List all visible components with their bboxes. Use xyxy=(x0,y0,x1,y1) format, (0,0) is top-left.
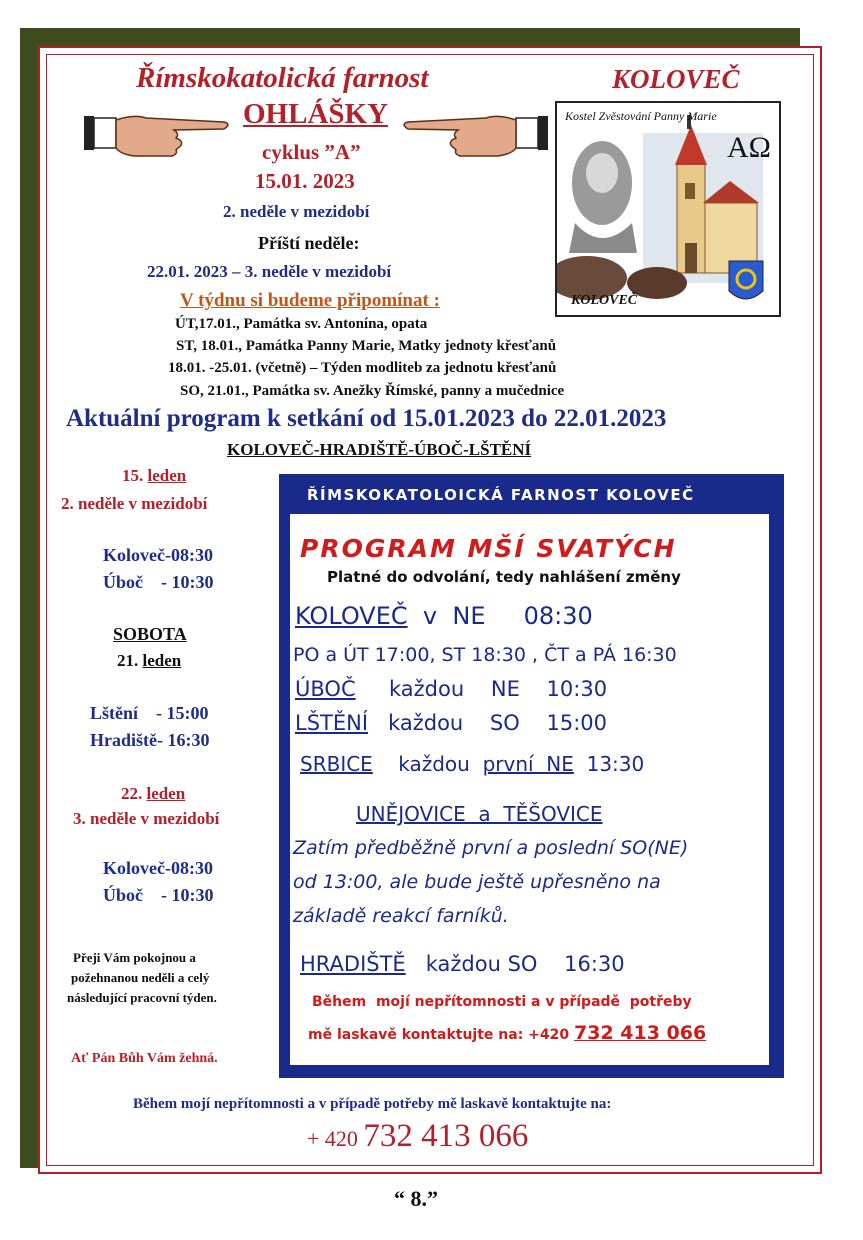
day1-mass: Koloveč-08:30 xyxy=(103,545,213,565)
pointing-hand-left-icon xyxy=(398,102,548,167)
kolovec-row: KOLOVEČ v NE 08:30 xyxy=(295,602,593,630)
day3-date: 22. leden xyxy=(121,784,186,803)
sunday-name: 2. neděle v mezidobí xyxy=(223,202,370,221)
day3-name: 3. neděle v mezidobí xyxy=(73,809,220,828)
next-sunday: 22.01. 2023 – 3. neděle v mezidobí xyxy=(147,262,392,281)
mass-schedule-box xyxy=(279,474,784,1078)
day2-date: 21. leden xyxy=(117,651,182,670)
day2-mass: Lštění - 15:00 xyxy=(90,703,209,723)
wishes-line: následující pracovní týden. xyxy=(67,990,217,1005)
unejovice-note: od 13:00, ale bude ještě upřesněno na xyxy=(293,871,661,893)
weekday-masses: PO a ÚT 17:00, ST 18:30 , ČT a PÁ 16:30 xyxy=(293,644,677,666)
unejovice-heading: UNĚJOVICE a TĚŠOVICE xyxy=(356,802,603,826)
week-heading: V týdnu si budeme připomínat : xyxy=(180,290,440,311)
cycle: cyklus ”A” xyxy=(262,140,361,164)
town-title: KOLOVEČ xyxy=(612,64,740,94)
day1-mass: Úboč - 10:30 xyxy=(103,572,214,592)
uboc-row: ÚBOČ každou NE 10:30 xyxy=(295,677,608,701)
week-item: SO, 21.01., Památka sv. Anežky Římské, panny a mučednice xyxy=(180,383,565,399)
wishes-line: požehnanou neděli a celý xyxy=(71,970,210,985)
alpha-omega-symbol: AΩ xyxy=(727,131,771,164)
pointing-hand-right-icon xyxy=(84,102,234,167)
week-item: 18.01. -25.01. (včetně) – Týden modliteb za jednotu křesťanů xyxy=(168,360,557,376)
next-sunday-label: Příští neděle: xyxy=(258,233,360,253)
mass-box-header: ŘÍMSKOKATOLOICKÁ FARNOST KOLOVEČ xyxy=(307,486,695,504)
program-title: Aktuální program k setkání od 15.01.2023 do 22.01.2023 xyxy=(66,405,667,432)
mass-box-title: PROGRAM MŠÍ SVATÝCH xyxy=(300,534,677,563)
church-caption-bottom: KOLOVEČ xyxy=(571,293,638,308)
page-number: “ 8.” xyxy=(394,1186,438,1211)
mass-box-phone: 732 413 066 xyxy=(574,1022,707,1044)
day3-mass: Koloveč-08:30 xyxy=(103,858,213,878)
lsteni-row: LŠTĚNÍ každou SO 15:00 xyxy=(295,711,608,735)
date: 15.01. 2023 xyxy=(255,169,355,193)
footer-phone: + 420 732 413 066 xyxy=(307,1118,529,1154)
unejovice-note: základě reakcí farníků. xyxy=(293,905,509,927)
week-item: ÚT,17.01., Památka sv. Antonína, opata xyxy=(175,316,428,332)
church-caption-top: Kostel Zvěstování Panny Marie xyxy=(565,109,717,123)
church-image xyxy=(555,101,781,317)
announcements-title: OHLÁŠKY xyxy=(243,98,389,130)
day3-mass: Úboč - 10:30 xyxy=(103,885,214,905)
wishes-line: Přeji Vám pokojnou a xyxy=(73,950,196,965)
day1-name: 2. neděle v mezidobí xyxy=(61,494,208,513)
footer-absence-note: Během mojí nepřítomnosti a v případě potřeby mě laskavě kontaktujte na: xyxy=(133,1096,612,1112)
day2-weekday: SOBOTA xyxy=(113,624,187,644)
srbice-row: SRBICE každou první NE 13:30 xyxy=(300,752,645,776)
unejovice-note: Zatím předběžně první a poslední SO(NE) xyxy=(293,837,689,859)
day1-date: 15. leden xyxy=(122,466,187,485)
mass-box-contact: Během mojí nepřítomnosti a v případě potřeby xyxy=(312,994,692,1010)
mass-box-subtitle: Platné do odvolání, tedy nahlášení změny xyxy=(327,568,681,586)
hradiste-row: HRADIŠTĚ každou SO 16:30 xyxy=(300,952,625,976)
blessing: Ať Pán Bůh Vám žehná. xyxy=(71,1051,218,1066)
week-item: ST, 18.01., Památka Panny Marie, Matky jednoty křesťanů xyxy=(176,338,557,354)
program-places: KOLOVEČ-HRADIŠTĚ-ÚBOČ-LŠTĚNÍ xyxy=(227,440,532,459)
mass-box-contact: mě laskavě kontaktujte na: +420 732 413 066 xyxy=(308,1022,707,1044)
parish-title: Římskokatolická farnost xyxy=(136,62,429,94)
day2-mass: Hradiště- 16:30 xyxy=(90,730,210,750)
